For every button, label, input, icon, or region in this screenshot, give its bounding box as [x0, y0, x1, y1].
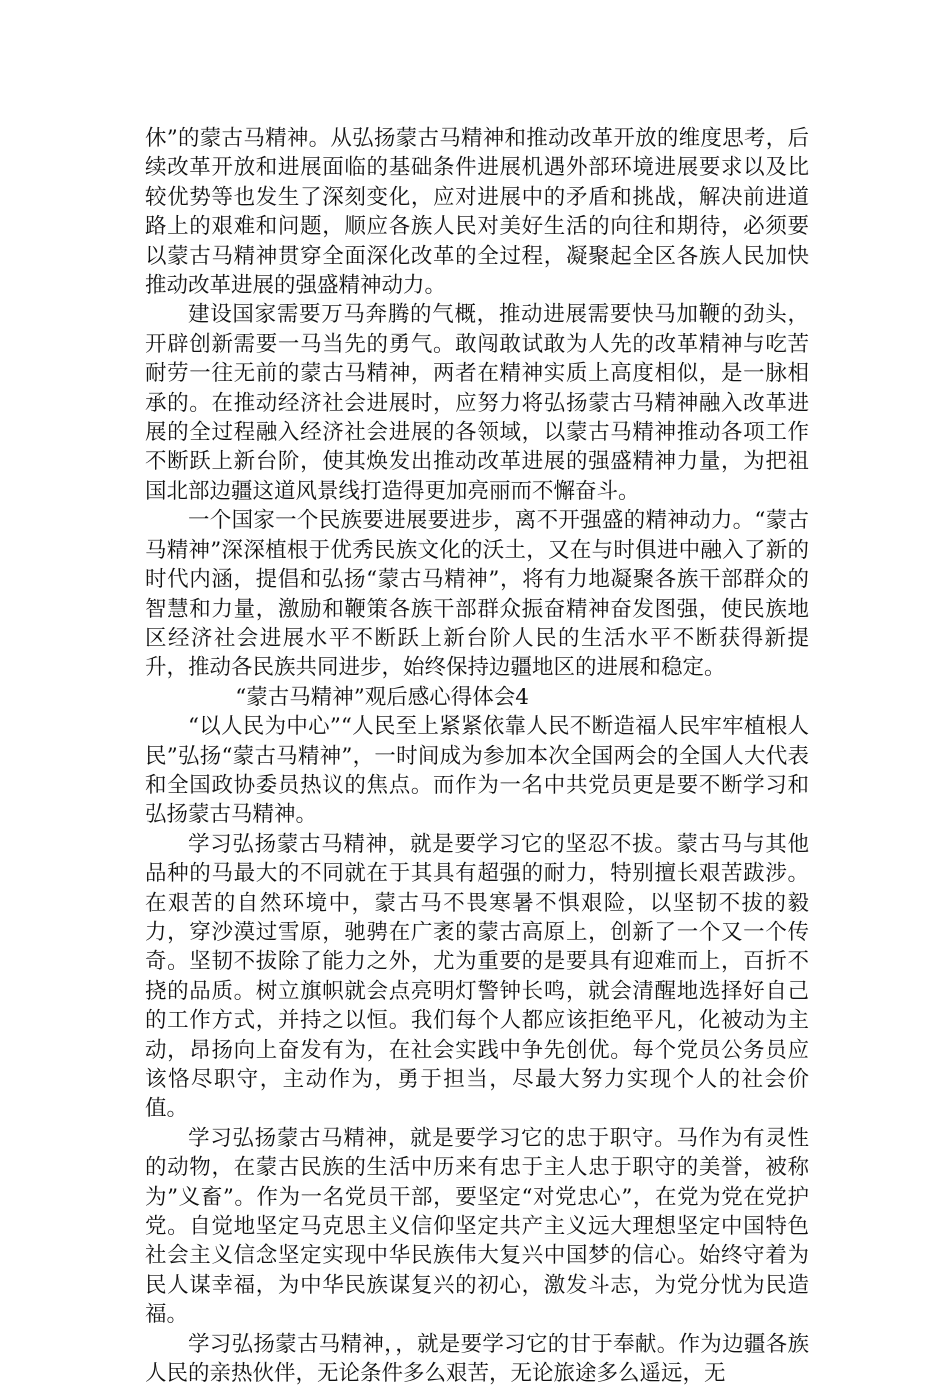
paragraph: 学习弘扬蒙古马精神，就是要学习它的坚忍不拔。蒙古马与其他品种的马最大的不同就在于其具有超强的耐力，特别擅长艰苦跋涉。在艰苦的自然环境中，蒙古马不畏寒暑不惧艰险，以坚韧不拔的毅力，穿沙漠过雪原，驰骋在广袤的蒙古高原上，创新了一个又一个传奇。坚韧不拔除了能力之外，尤为重要的是要具有迎难而上，百折不挠的品质。树立旗帜就会点亮明灯警钟长鸣，就会清醒地选择好自己的工作方式，并持之以恒。我们每个人都应该拒绝平凡，化被动为主动，昂扬向上奋发有为，在社会实践中争先创优。每个党员公务员应该恪尽职守，主动作为，勇于担当，尽最大努力实现个人的社会价值。 — [145, 831, 809, 1122]
paragraph: 建设国家需要万马奔腾的气概，推动进展需要快马加鞭的劲头，开辟创新需要一马当先的勇气。敢闯敢试敢为人先的改革精神与吃苦耐劳一往无前的蒙古马精神，两者在精神实质上高度相似，是一脉相承的。在推动经济社会进展时，应努力将弘扬蒙古马精神融入改革进展的全过程融入经济社会进展的各领域，以蒙古马精神推动各项工作不断跃上新台阶，使其焕发出推动改革进展的强盛精神力量，为把祖国北部边疆这道风景线打造得更加亮丽而不懈奋斗。 — [145, 302, 809, 504]
paragraph: 学习弘扬蒙古马精神，就是要学习它的忠于职守。马作为有灵性的动物，在蒙古民族的生活中历来有忠于主人忠于职守的美誉，被称为”义畜”。作为一名党员干部，要坚定“对党忠心”，在党为党在党护党。自觉地坚定马克思主义信仰坚定共产主义远大理想坚定中国特色社会主义信念坚定实现中华民族伟大复兴中国梦的信心。始终守着为民人谋幸福，为中华民族谋复兴的初心，激发斗志，为党分忧为民造福。 — [145, 1125, 809, 1328]
paragraph: 一个国家一个民族要进展要进步，离不开强盛的精神动力。“蒙古马精神”深深植根于优秀民族文化的沃土，又在与时俱进中融入了新的时代内涵，提倡和弘扬“蒙古马精神”，将有力地凝聚各族干部群众的智慧和力量，激励和鞭策各族干部群众振奋精神奋发图强，使民族地区经济社会进展水平不断跃上新台阶人民的生活水平不断获得新提升，推动各民族共同进步，始终保持边疆地区的进展和稳定。 — [145, 508, 809, 681]
paragraph: “以人民为中心”“人民至上紧紧依靠人民不断造福人民牢牢植根人民”弘扬“蒙古马精神”，一时间成为参加本次全国两会的全国人大代表和全国政协委员热议的焦点。而作为一名中共党员更是要不断学习和弘扬蒙古马精神。 — [145, 714, 809, 828]
document-body — [145, 124, 809, 1388]
paragraph-continuation: 休”的蒙古马精神。从弘扬蒙古马精神和推动改革开放的维度思考，后续改革开放和进展面临的基础条件进展机遇外部环境进展要求以及比较优势等也发生了深刻变化，应对进展中的矛盾和挑战，解决前进道路上的艰难和问题，顺应各族人民对美好生活的向往和期待，必须要以蒙古马精神贯穿全面深化改革的全过程，凝聚起全区各族人民加快推动改革进展的强盛精神动力。 — [145, 126, 809, 299]
section-heading: “蒙古马精神”观后感心得体会4 — [235, 684, 529, 710]
paragraph: 学习弘扬蒙古马精神，，就是要学习它的甘于奉献。作为边疆各族人民的亲热伙伴，无论条件多么艰苦，无论旅途多么遥远，无 — [145, 1331, 809, 1387]
